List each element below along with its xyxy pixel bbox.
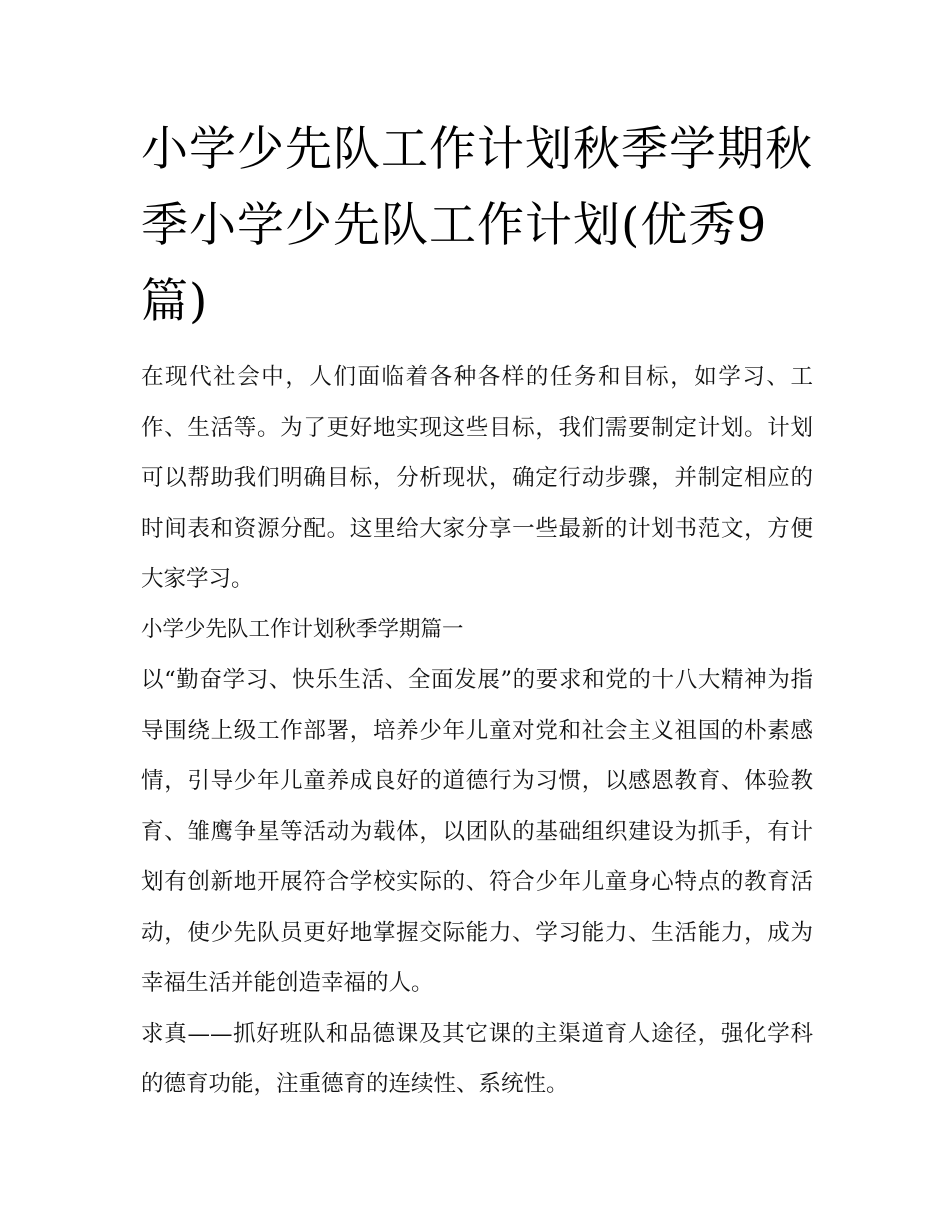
document-body: [141, 112, 813, 1110]
body-paragraph-1: 以“勤奋学习、快乐生活、全面发展”的要求和党的十八大精神为指导围绕上级工作部署，培养少年儿童对党和社会主义祖国的朴素感情，引导少年儿童养成良好的道德行为习惯，以感恩教育、体验教育、雏鹰争星等活动为载体，以团队的基础组织建设为抓手，有计划有创新地开展符合学校实际的、符合少年儿童身心特点的教育活动，使少先队员更好地掌握交际能力、学习能力、生活能力，成为幸福生活并能创造幸福的人。: [141, 667, 813, 996]
section-heading: 小学少先队工作计划秋季学期篇一: [141, 616, 464, 642]
intro-paragraph: 在现代社会中，人们面临着各种各样的任务和目标，如学习、工作、生活等。为了更好地实现这些目标，我们需要制定计划。计划可以帮助我们明确目标，分析现状，确定行动步骤，并制定相应的时间表和资源分配。这里给大家分享一些最新的计划书范文，方便大家学习。: [141, 364, 813, 592]
document-title: 小学少先队工作计划秋季学期秋季小学少先队工作计划(优秀9篇): [141, 122, 813, 329]
body-paragraph-2: 求真——抓好班队和品德课及其它课的主渠道育人途径，强化学科的德育功能，注重德育的连续性、系统性。: [141, 1020, 813, 1097]
